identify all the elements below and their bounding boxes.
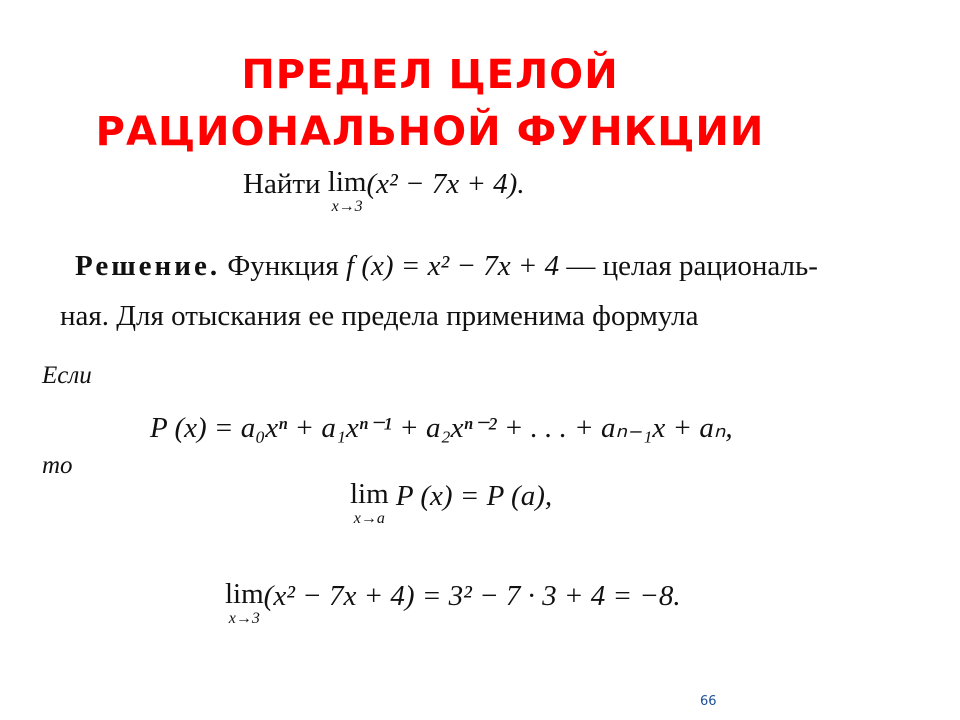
- formula-lim-word: lim: [350, 478, 389, 510]
- solution-function: f (x) = x² − 7x + 4: [346, 250, 560, 282]
- task-limit: [328, 168, 367, 215]
- task-line: [243, 168, 525, 215]
- result-lim-under: x→3: [228, 610, 260, 627]
- then-word: то: [42, 452, 73, 479]
- task-expression: (x² − 7x + 4).: [366, 168, 525, 200]
- formula-lim-under: x→a: [353, 510, 385, 527]
- task-lim-under: x→3: [331, 198, 363, 215]
- slide-title-line-1: ПРЕДЕЛ ЦЕЛОЙ: [241, 52, 619, 98]
- page-number: 66: [700, 694, 717, 709]
- formula-expression: P (x) = P (a),: [395, 480, 553, 512]
- slide-title-line-2: РАЦИОНАЛЬНОЙ ФУНКЦИИ: [95, 109, 765, 155]
- formula-limit: [350, 480, 389, 527]
- solution-label: Решение.: [75, 250, 221, 282]
- solution-text: Функция: [227, 250, 339, 282]
- limit-formula: [350, 480, 552, 527]
- if-word: Если: [42, 362, 92, 389]
- result-lim-word: lim: [225, 578, 264, 610]
- solution-line-2: ная. Для отыскания ее предела применима формула: [60, 300, 699, 332]
- solution-rest: — целая рациональ-: [566, 250, 818, 282]
- result-line: [225, 580, 681, 627]
- task-lim-word: lim: [327, 166, 367, 198]
- polynomial-formula: P (x) = a₀xⁿ + a₁xⁿ⁻¹ + a₂xⁿ⁻² + . . . + aₙ₋₁x + aₙ,: [150, 412, 733, 444]
- task-prefix: Найти: [243, 168, 321, 200]
- solution-line-1: [75, 250, 818, 283]
- result-expression: (x² − 7x + 4) = 3² − 7 · 3 + 4 = −8.: [263, 580, 681, 612]
- result-limit: [225, 580, 264, 627]
